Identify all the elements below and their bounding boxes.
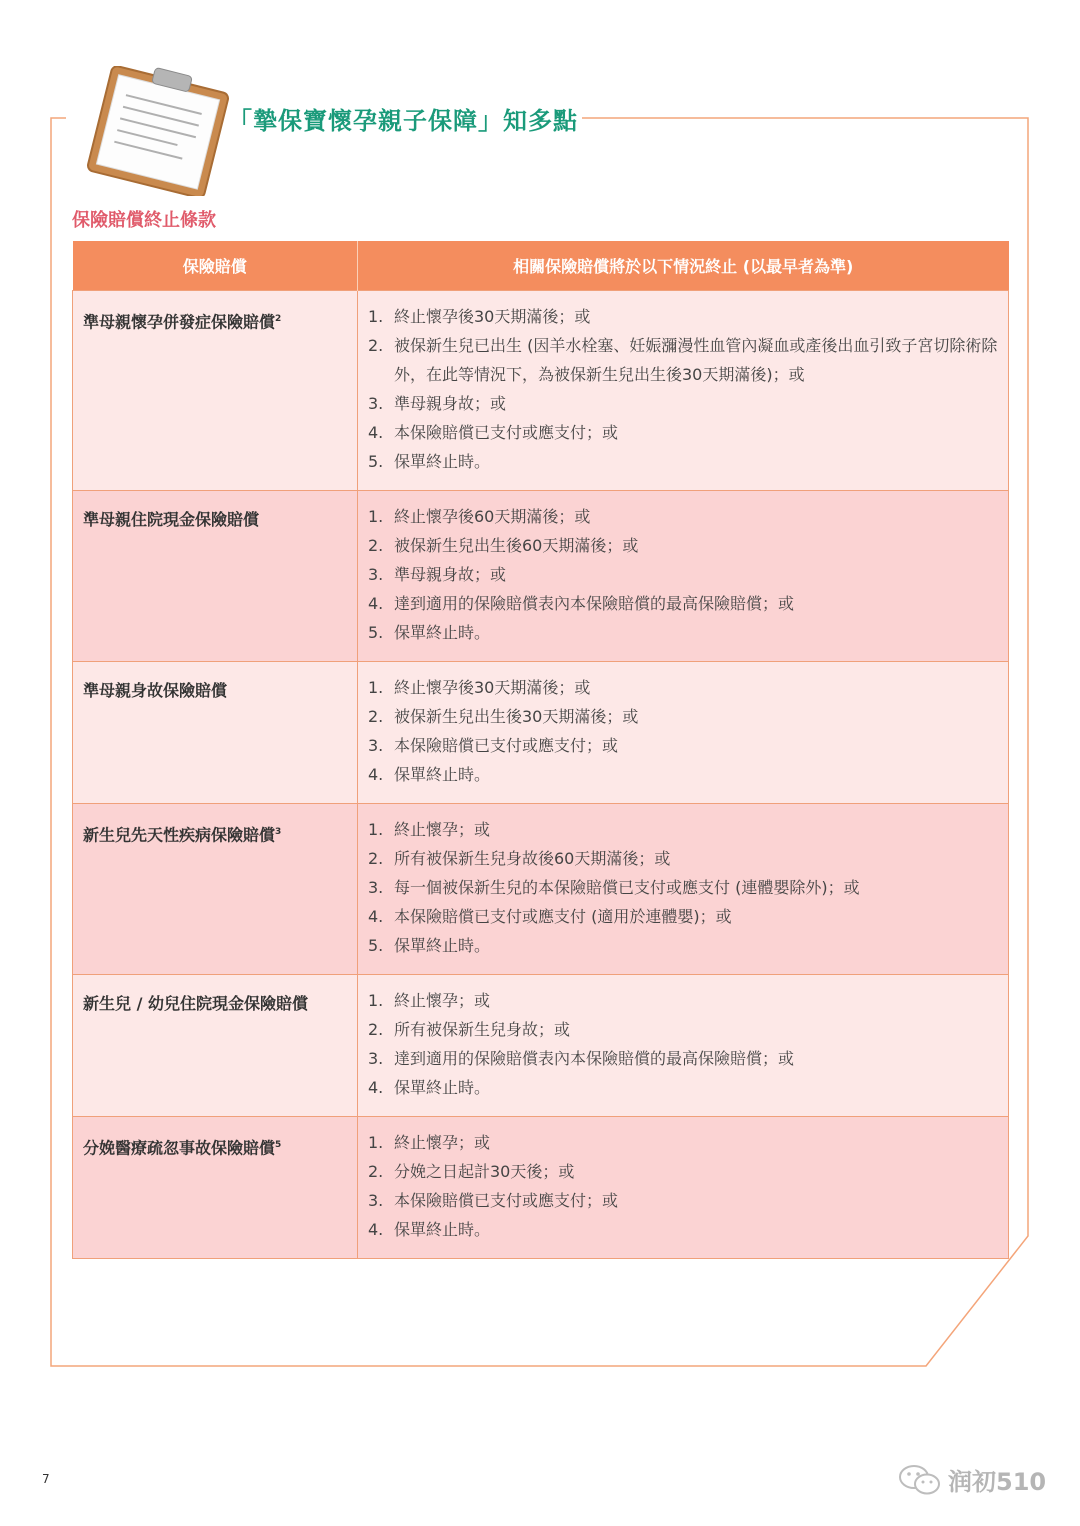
- condition-item: [368, 844, 1000, 873]
- conditions-cell: [358, 975, 1009, 1117]
- condition-item: [368, 1186, 1000, 1215]
- benefit-cell: [73, 291, 358, 491]
- conditions-list: [358, 491, 1008, 661]
- condition-text: 終止懷孕；或: [394, 991, 491, 1010]
- condition-number: 1.: [368, 307, 384, 326]
- condition-text: 本保險賠償已支付或應支付；或: [394, 423, 619, 442]
- condition-number: 4.: [368, 765, 384, 784]
- condition-item: [368, 589, 1000, 618]
- condition-item: [368, 760, 1000, 789]
- condition-number: 3.: [368, 565, 384, 584]
- condition-number: 2.: [368, 849, 384, 868]
- condition-item: [368, 931, 1000, 960]
- conditions-list: [358, 291, 1008, 490]
- condition-text: 保單終止時。: [394, 452, 491, 471]
- benefit-cell: [73, 804, 358, 975]
- condition-item: [368, 302, 1000, 331]
- condition-text: 準母親身故；或: [394, 394, 507, 413]
- conditions-cell: [358, 491, 1009, 662]
- condition-item: [368, 1215, 1000, 1244]
- condition-number: 2.: [368, 1020, 384, 1039]
- condition-item: [368, 502, 1000, 531]
- condition-item: [368, 1015, 1000, 1044]
- condition-number: 4.: [368, 1078, 384, 1097]
- benefit-name: [73, 1117, 357, 1162]
- condition-number: 2.: [368, 1162, 384, 1181]
- condition-text: 保單終止時。: [394, 936, 491, 955]
- condition-number: 4.: [368, 1220, 384, 1239]
- condition-text: 準母親身故；或: [394, 565, 507, 584]
- condition-text: 終止懷孕後30天期滿後；或: [394, 678, 591, 697]
- benefit-name: [73, 291, 357, 336]
- benefit-cell: [73, 1117, 358, 1259]
- condition-item: [368, 1157, 1000, 1186]
- condition-text: 達到適用的保險賠償表內本保險賠償的最高保險賠償；或: [394, 1049, 795, 1068]
- benefit-label: 準母親懷孕併發症保險賠償: [83, 312, 276, 332]
- condition-text: 終止懷孕；或: [394, 1133, 491, 1152]
- condition-item: [368, 986, 1000, 1015]
- condition-text: 所有被保新生兒身故；或: [394, 1020, 571, 1039]
- clipboard-icon: [60, 66, 240, 196]
- condition-item: [368, 531, 1000, 560]
- condition-text: 保單終止時。: [394, 1220, 491, 1239]
- table-row: [73, 975, 1009, 1117]
- benefit-cell: [73, 975, 358, 1117]
- page-number: 7: [42, 1472, 50, 1486]
- termination-table: [72, 241, 1009, 1259]
- condition-number: 2.: [368, 336, 384, 355]
- conditions-list: [358, 804, 1008, 974]
- condition-text: 終止懷孕後30天期滿後；或: [394, 307, 591, 326]
- condition-item: [368, 815, 1000, 844]
- column-header-benefit: 保險賠償: [73, 241, 358, 291]
- condition-number: 3.: [368, 394, 384, 413]
- benefit-name: [73, 662, 357, 705]
- table-row: [73, 662, 1009, 804]
- condition-number: 4.: [368, 423, 384, 442]
- condition-text: 保單終止時。: [394, 623, 491, 642]
- condition-item: [368, 389, 1000, 418]
- table-header-row: [73, 241, 1009, 291]
- condition-item: [368, 1073, 1000, 1102]
- condition-item: [368, 560, 1000, 589]
- condition-number: 3.: [368, 736, 384, 755]
- condition-item: [368, 1128, 1000, 1157]
- benefit-cell: [73, 662, 358, 804]
- conditions-list: [358, 1117, 1008, 1258]
- condition-item: [368, 702, 1000, 731]
- condition-item: [368, 447, 1000, 476]
- footnote-marker: 5: [275, 1140, 282, 1150]
- condition-item: [368, 673, 1000, 702]
- condition-number: 2.: [368, 707, 384, 726]
- condition-text: 被保新生兒已出生 (因羊水栓塞、妊娠瀰漫性血管內凝血或產後出血引致子宮切除術除外，在此等情況下，為被保新生兒出生後30天期滿後)；或: [394, 336, 998, 384]
- conditions-list: [358, 662, 1008, 803]
- condition-text: 被保新生兒出生後30天期滿後；或: [394, 707, 639, 726]
- footnote-marker: 3: [275, 827, 282, 837]
- condition-number: 4.: [368, 594, 384, 613]
- condition-text: 終止懷孕後60天期滿後；或: [394, 507, 591, 526]
- benefit-name: [73, 804, 357, 849]
- condition-item: [368, 873, 1000, 902]
- condition-text: 本保險賠償已支付或應支付 (適用於連體嬰)；或: [394, 907, 732, 926]
- condition-number: 3.: [368, 1049, 384, 1068]
- condition-number: 1.: [368, 820, 384, 839]
- conditions-cell: [358, 291, 1009, 491]
- column-header-conditions: 相關保險賠償將於以下情況終止 (以最早者為準): [358, 241, 1009, 291]
- condition-text: 分娩之日起計30天後；或: [394, 1162, 575, 1181]
- wechat-icon: [898, 1463, 942, 1497]
- condition-item: [368, 902, 1000, 931]
- table-row: [73, 804, 1009, 975]
- benefit-label: 分娩醫療疏忽事故保險賠償: [83, 1138, 276, 1158]
- conditions-cell: [358, 662, 1009, 804]
- condition-item: [368, 418, 1000, 447]
- benefit-label: 準母親身故保險賠償: [83, 681, 228, 700]
- condition-number: 5.: [368, 936, 384, 955]
- condition-number: 3.: [368, 878, 384, 897]
- condition-text: 達到適用的保險賠償表內本保險賠償的最高保險賠償；或: [394, 594, 795, 613]
- condition-number: 5.: [368, 623, 384, 642]
- condition-number: 4.: [368, 907, 384, 926]
- benefit-cell: [73, 491, 358, 662]
- benefit-label: 準母親住院現金保險賠償: [83, 510, 260, 529]
- watermark-text: 润初510: [948, 1468, 1047, 1496]
- table-row: [73, 291, 1009, 491]
- conditions-cell: [358, 1117, 1009, 1259]
- condition-text: 本保險賠償已支付或應支付；或: [394, 736, 619, 755]
- condition-number: 1.: [368, 1133, 384, 1152]
- condition-text: 本保險賠償已支付或應支付；或: [394, 1191, 619, 1210]
- condition-item: [368, 731, 1000, 760]
- condition-number: 3.: [368, 1191, 384, 1210]
- table-row: [73, 1117, 1009, 1259]
- condition-number: 5.: [368, 452, 384, 471]
- benefit-name: [73, 975, 357, 1018]
- condition-number: 1.: [368, 991, 384, 1010]
- watermark: [898, 1462, 1046, 1497]
- benefit-label: 新生兒先天性疾病保險賠償: [83, 825, 276, 845]
- page-title: 「摯保寶懷孕親子保障」知多點: [228, 107, 578, 135]
- conditions-cell: [358, 804, 1009, 975]
- benefit-label: 新生兒 / 幼兒住院現金保險賠償: [83, 994, 308, 1013]
- condition-text: 保單終止時。: [394, 765, 491, 784]
- condition-text: 所有被保新生兒身故後60天期滿後；或: [394, 849, 671, 868]
- condition-number: 1.: [368, 678, 384, 697]
- condition-text: 被保新生兒出生後60天期滿後；或: [394, 536, 639, 555]
- table-row: [73, 491, 1009, 662]
- condition-item: [368, 1044, 1000, 1073]
- condition-text: 每一個被保新生兒的本保險賠償已支付或應支付 (連體嬰除外)；或: [394, 878, 860, 897]
- footnote-marker: 2: [275, 314, 282, 324]
- benefit-name: [73, 491, 357, 534]
- condition-number: 2.: [368, 536, 384, 555]
- condition-text: 終止懷孕；或: [394, 820, 491, 839]
- condition-item: [368, 618, 1000, 647]
- section-title: 保險賠償終止條款: [72, 210, 216, 231]
- condition-item: [368, 331, 1000, 389]
- condition-text: 保單終止時。: [394, 1078, 491, 1097]
- condition-number: 1.: [368, 507, 384, 526]
- conditions-list: [358, 975, 1008, 1116]
